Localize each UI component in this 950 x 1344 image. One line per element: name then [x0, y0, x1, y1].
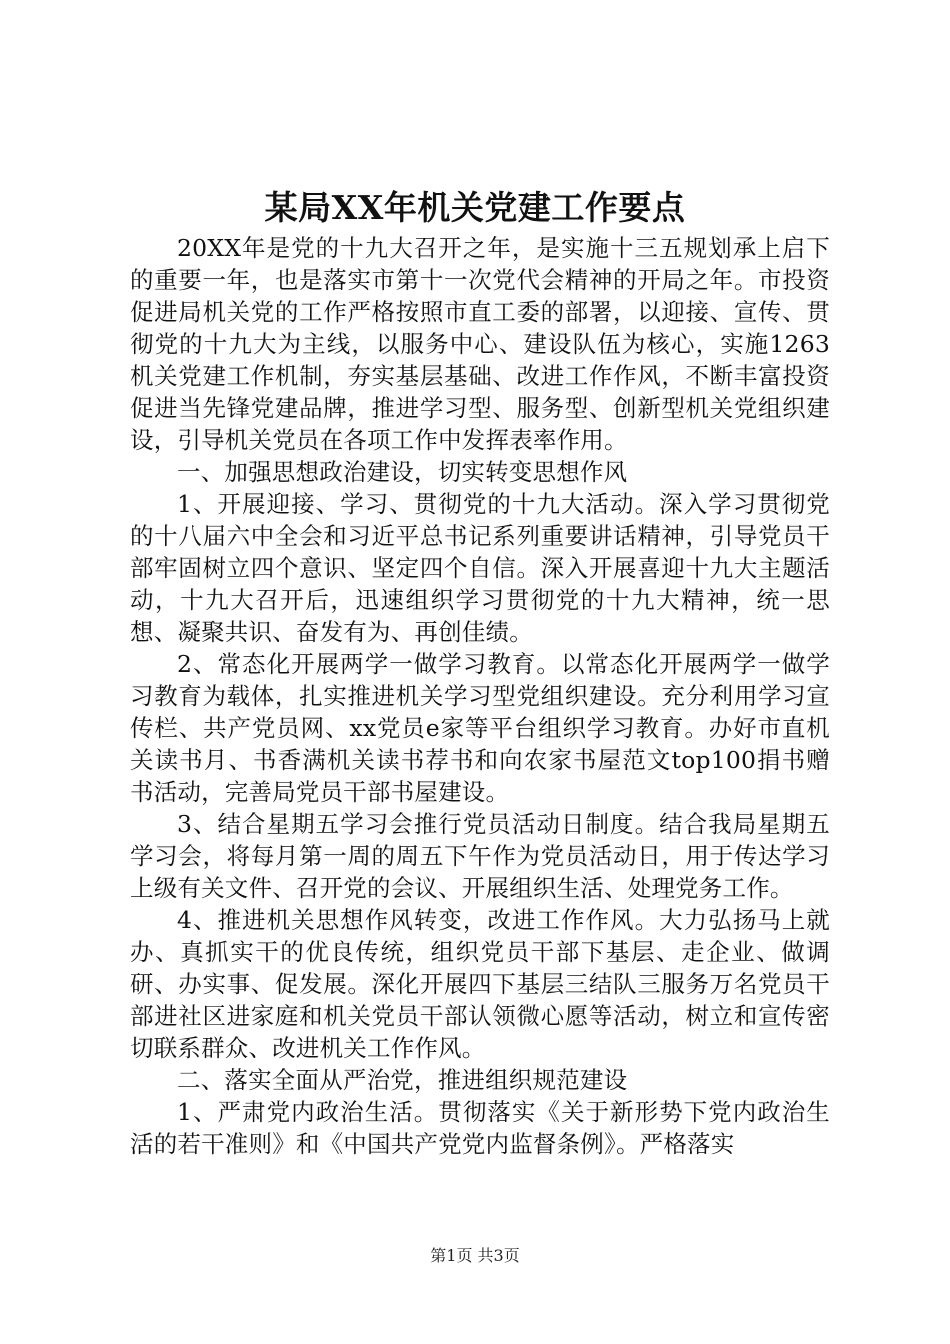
page-number-footer: 第1页 共3页: [430, 1246, 520, 1265]
intro-paragraph: 20XX年是党的十九大召开之年，是实施十三五规划承上启下的重要一年，也是落实市第十一次党代会精神的开局之年。市投资促进局机关党的工作严格按照市直工委的部署，以迎接、宣传、贯彻党的十九大为主线，以服务中心、建设队伍为核心，实施1263机关党建工作机制，夯实基层基础、改进工作作风，不断丰富投资促进当先锋党建品牌，推进学习型、服务型、创新型机关党组织建设，引导机关党员在各项工作中发挥表率作用。: [130, 234, 830, 454]
document-title: 某局XX年机关党建工作要点: [264, 188, 686, 227]
section-1-item-3: 3、结合星期五学习会推行党员活动日制度。结合我局星期五学习会，将每月第一周的周五下午作为党员活动日，用于传达学习上级有关文件、召开党的会议、开展组织生活、处理党务工作。: [130, 810, 830, 902]
section-heading-1: 一、加强思想政治建设，切实转变思想作风: [177, 458, 628, 486]
document-body: [130, 232, 830, 1160]
section-heading-2: 二、落实全面从严治党，推进组织规范建设: [177, 1066, 628, 1094]
section-2-item-1: 1、严肃党内政治生活。贯彻落实《关于新形势下党内政治生活的若干准则》和《中国共产党党内监督条例》。严格落实: [130, 1098, 830, 1158]
section-1-item-2: 2、常态化开展两学一做学习教育。以常态化开展两学一做学习教育为载体，扎实推进机关学习型党组织建设。充分利用学习宣传栏、共产党员网、xx党员e家等平台组织学习教育。办好市直机关读书月、书香满机关读书荐书和向农家书屋范文top100捐书赠书活动，完善局党员干部书屋建设。: [130, 650, 830, 806]
section-1-item-4: 4、推进机关思想作风转变，改进工作作风。大力弘扬马上就办、真抓实干的优良传统，组织党员干部下基层、走企业、做调研、办实事、促发展。深化开展四下基层三结队三服务万名党员干部进社区进家庭和机关党员干部认领微心愿等活动，树立和宣传密切联系群众、改进机关工作作风。: [130, 906, 830, 1062]
section-1-item-1: 1、开展迎接、学习、贯彻党的十九大活动。深入学习贯彻党的十八届六中全会和习近平总书记系列重要讲话精神，引导党员干部牢固树立四个意识、坚定四个自信。深入开展喜迎十九大主题活动，十九大召开后，迅速组织学习贯彻党的十九大精神，统一思想、凝聚共识、奋发有为、再创佳绩。: [130, 490, 830, 646]
